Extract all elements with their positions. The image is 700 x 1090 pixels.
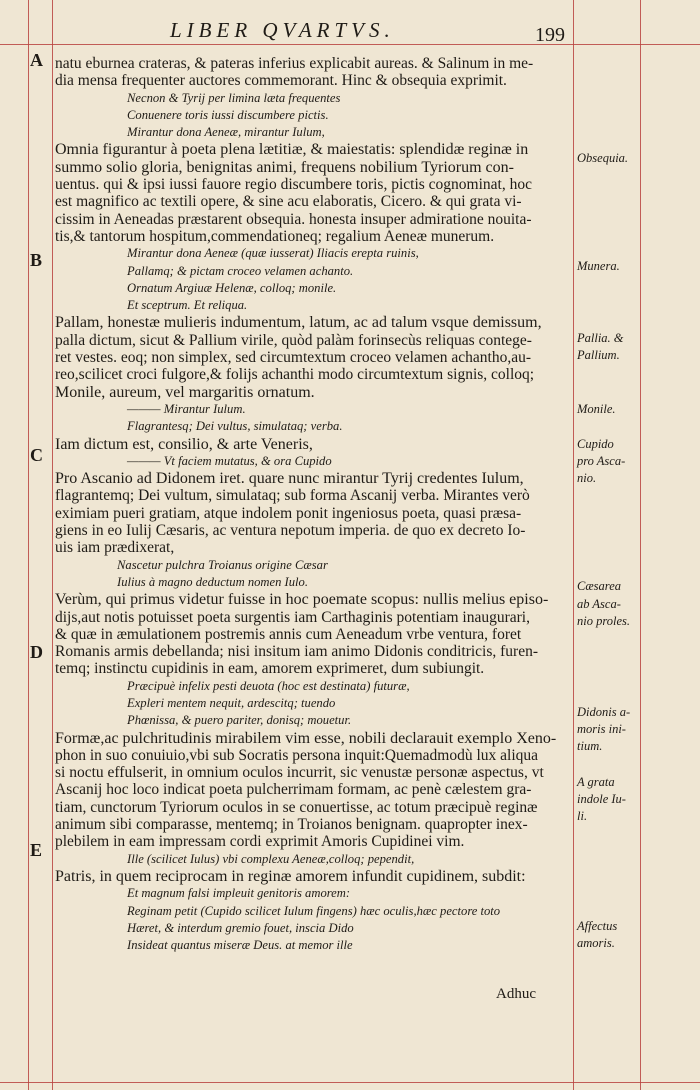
- text-line: dijs,aut notis potuisset poeta surgentis iam Carthaginis potentiam inaugurari,: [55, 608, 530, 626]
- verse-line: Iulius à magno deductum nomen Iulo.: [117, 574, 308, 589]
- text-line: Formæ,ac pulchritudinis mirabilem vim esse, nobili declarauit exemplo Xeno-: [55, 729, 557, 747]
- text-line: & quæ in æmulationem postremis annis cum Aeneadum vrbe ventura, foret: [55, 625, 522, 643]
- marginal-note: Didonis a-: [577, 705, 631, 719]
- marginal-note: amoris.: [577, 936, 615, 950]
- verse-line: Pallamq; & pictam croceo velamen achanto.: [127, 263, 354, 278]
- verse-line: Et magnum falsi impleuit genitoris amorem:: [127, 886, 351, 901]
- text-line: Patris, in quem reciprocam in reginæ amorem infundit cupidinem, subdit:: [55, 867, 526, 885]
- text-line: summo solio gloria, benignitas animi, frequens nobilium Tyriorum con-: [55, 158, 514, 176]
- marginal-note: Pallia. &: [577, 331, 624, 345]
- text-line: Romanis armis debellanda; nisi insitum iam animo Didonis conditricis, furen-: [55, 643, 539, 661]
- ruled-line: [0, 44, 700, 45]
- ruled-line: [28, 0, 29, 1090]
- text-line: si noctu effulserit, in omnium oculos incurrit, sic venustæ personæ aspectus, vt: [55, 764, 544, 782]
- page-number: 199: [535, 24, 565, 46]
- text-line: animum sibi comparasse, mentemq; in Troianos benignam. quapropter inex-: [55, 816, 528, 834]
- text-line: Verùm, qui primus videtur fuisse in hoc poemate scopus: nullis melius episo-: [55, 591, 549, 609]
- ruled-line: [0, 1082, 700, 1083]
- marginal-note: moris ini-: [577, 722, 626, 736]
- running-head: LIBER QVARTVS.: [170, 18, 395, 42]
- section-letter: B: [30, 250, 43, 270]
- text-line: tiam, cunctorum Tyriorum oculos in se conuertisse, ac totum præcipuè reginæ: [55, 798, 538, 816]
- text-line: Pallam, honestæ mulieris indumentum, latum, ac ad talum vsque demissum,: [55, 314, 542, 332]
- verse-line: Reginam petit (Cupido scilicet Iulum fingens) hæc oculis,hæc pectore toto: [127, 903, 501, 918]
- verse-line: Phœnissa, & puero pariter, donisq; mouetur.: [127, 713, 352, 728]
- text-line: phon in suo conuiuio,vbi sub Socratis persona inquit:Quemadmodù lux aliqua: [55, 746, 539, 764]
- marginal-note: Cupido: [577, 437, 614, 451]
- marginal-note: li.: [577, 809, 588, 823]
- text-line: giens in eo Iulij Cæsaris, ac ventura nepotum imperia. de quo ex decreto Io-: [55, 522, 526, 540]
- verse-line: Nascetur pulchra Troianus origine Cæsar: [117, 557, 328, 572]
- text-line: Pro Ascanio ad Didonem iret. quare nunc mirantur Tyrij credentes Iulum,: [55, 470, 524, 488]
- text-line: Monile, aureum, vel margaritis ornatum.: [55, 383, 315, 401]
- verse-line: Conuenere toris iussi discumbere pictis.: [127, 107, 329, 122]
- verse-line: Præcipuè infelix pesti deuota (hoc est destinata) futuræ,: [127, 678, 410, 693]
- marginal-note: pro Asca-: [577, 454, 626, 468]
- main-text-column: [55, 55, 570, 954]
- text-line: dia mensa frequenter auctores commemorant. Hinc & obsequia exprimit.: [55, 72, 507, 90]
- verse-line: Necnon & Tyrij per limina læta frequentes: [127, 90, 341, 105]
- marginal-note: Cæsarea: [577, 579, 621, 593]
- text-line: eximiam pueri gratiam, atque indolem ponit ingeniosus poeta, quasi præsa-: [55, 504, 522, 522]
- section-letter: E: [30, 840, 43, 860]
- marginal-note: nio.: [577, 471, 597, 485]
- text-line: temq; instinctu cupidinis in eam, amorem exprimeret, dum subiungit.: [55, 660, 485, 678]
- verse-line: Flagrantesq; Dei vultus, simulataq; verba.: [127, 419, 343, 434]
- section-letter: D: [30, 642, 43, 662]
- marginal-note: indole Iu-: [577, 792, 626, 806]
- text-line: Ascanij hoc loco indicat poeta pulcherrimam formam, ac penè cælestem gra-: [55, 781, 532, 799]
- marginal-note: Pallium.: [577, 348, 620, 362]
- ruled-line: [573, 0, 574, 1090]
- verse-line: ——— Mirantur Iulum.: [127, 401, 246, 416]
- text-line: Iam dictum est, consilio, & arte Veneris,: [55, 435, 313, 453]
- text-line: palla dictum, sicut & Pallium virile, quòd palàm forinsecùs reliquas contege-: [55, 331, 532, 349]
- verse-line: Et sceptrum. Et reliqua.: [127, 298, 248, 313]
- marginal-note: A grata: [577, 775, 615, 789]
- text-line: est magnifico ac textili opere, & sine acu elaboratis, Cicero. & qui grata vi-: [55, 193, 522, 211]
- marginal-note: nio proles.: [577, 614, 631, 628]
- section-letter: C: [30, 445, 43, 465]
- marginal-note: Affectus: [577, 919, 618, 933]
- text-line: cissim in Aeneadas præstarent obsequia. honesta insuper admiratione nouita-: [55, 210, 532, 228]
- text-line: ret vestes. eoq; non simplex, sed circumtextum croceo velamen achantho,au-: [55, 349, 532, 367]
- text-line: uentus. qui & ipsi iussi fauore regio discumbere toris, pictis cognominat, hoc: [55, 176, 532, 194]
- verse-line: ——— Vt faciem mutatus, & ora Cupido: [127, 453, 332, 468]
- verse-line: Mirantur dona Aeneæ (quæ iusserat) Iliacis erepta ruinis,: [127, 246, 419, 261]
- text-line: flagrantemq; Dei vultum, simulataq; sub forma Ascanij verba. Mirantes verò: [55, 487, 530, 505]
- marginal-note: Obsequia.: [577, 151, 629, 165]
- text-line: tis,& tantorum hospitum,commendationeq; regalium Aeneæ munerum.: [55, 227, 495, 245]
- marginal-note: ab Asca-: [577, 597, 621, 611]
- verse-line: Hæret, & interdum gremio fouet, inscia Dido: [127, 920, 354, 935]
- text-line: reo,scilicet croci fulgore,& folijs achanthi modo circumtextum signis, colloq;: [55, 366, 535, 384]
- text-line: natu eburnea crateras, & pateras inferius explicabit aureas. & Salinum in me-: [55, 55, 534, 72]
- verse-line: Expleri mentem nequit, ardescitq; tuendo: [127, 695, 336, 710]
- ruled-line: [640, 0, 641, 1090]
- verse-line: Insideat quantus miseræ Deus. at memor ille: [127, 938, 353, 953]
- ruled-line: [52, 0, 53, 1090]
- text-line: uis iam prædixerat,: [55, 539, 175, 557]
- verse-line: Ille (scilicet Iulus) vbi complexu Aeneæ,colloq; pependit,: [127, 851, 415, 866]
- text-line: plebilem in eam impressam cordi exprimit Amoris Cupidinei vim.: [55, 833, 465, 851]
- marginal-note: Munera.: [577, 259, 620, 273]
- catchword: Adhuc: [496, 986, 536, 1002]
- text-line: Omnia figurantur à poeta plena lætitiæ, & maiestatis: splendidæ reginæ in: [55, 141, 529, 159]
- marginal-note: tium.: [577, 739, 603, 753]
- verse-line: Mirantur dona Aeneæ, mirantur Iulum,: [127, 125, 325, 140]
- section-letter: A: [30, 50, 43, 70]
- verse-line: Ornatum Argiuæ Helenæ, colloq; monile.: [127, 280, 337, 295]
- marginal-note: Monile.: [577, 402, 616, 416]
